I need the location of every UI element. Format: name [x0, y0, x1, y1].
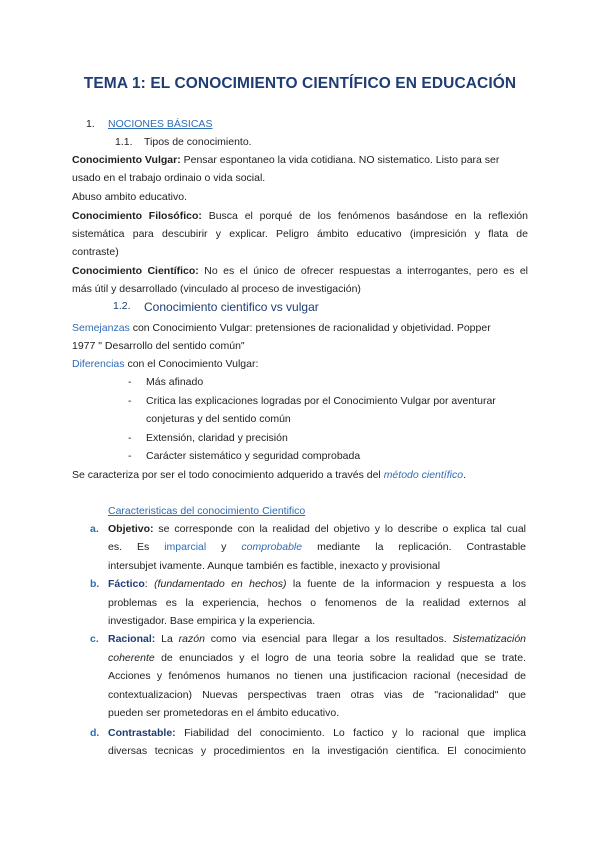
- racional-line: contextualizacion) Nuevas perspectivas traen otras vias de "racionalidad" que: [108, 689, 526, 701]
- factico-line: problemas es la experiencia, hechos o fenomenos de la realidad externos al: [108, 597, 526, 609]
- section-heading-nociones[interactable]: NOCIONES BÁSICAS: [108, 118, 213, 130]
- term-racional: Racional:: [108, 633, 156, 645]
- objetivo-line: intersubjet ivamente. Aunque también es factible, inexacto y provisional: [108, 560, 441, 572]
- list-item: Carácter sistemático y seguridad comprobada: [146, 450, 361, 462]
- list-bullet: -: [128, 432, 132, 444]
- paragraph-filosofico-line: Conocimiento Filosófico: Busca el porqué de los fenómenos basándose en la reflexión: [72, 210, 528, 222]
- factico-line: investigador. Base empirica y la experiencia.: [108, 615, 316, 627]
- subsection-number: 1.1.: [115, 136, 133, 148]
- section-number: 1.: [86, 118, 95, 130]
- paragraph-filosofico-line: sistemática para descubirir y explicar. Peligro ámbito educativo (impresición y flata de: [72, 228, 528, 240]
- paragraph-cientifico-line: más útil y desarrollado (vinculado al proceso de investigación): [72, 283, 361, 295]
- paragraph-semejanzas-line: Semejanzas con Conocimiento Vulgar: pretensiones de racionalidad y objetividad. Popper: [72, 322, 491, 334]
- diferencias-word: Diferencias: [72, 358, 125, 370]
- page-title: TEMA 1: EL CONOCIMIENTO CIENTÍFICO EN EDUCACIÓN: [83, 75, 517, 92]
- list-bullet: -: [128, 376, 132, 388]
- list-item: Extensión, claridad y precisión: [146, 432, 288, 444]
- racional-line: pueden ser prometedoras en el ámbito educativo.: [108, 707, 340, 719]
- contrastable-line: Contrastable: Fiabilidad del conocimiento. Lo factico y lo racional que implica: [108, 727, 526, 739]
- paragraph-vulgar-line: Conocimiento Vulgar: Pensar espontaneo la vida cotidiana. NO sistematico. Listo para ser: [72, 154, 500, 166]
- racional-line: Acciones y fenómenos humanos no tienen una justificacion racional (necesidad de: [108, 670, 526, 682]
- semejanzas-word: Semejanzas: [72, 322, 130, 334]
- list-item: Más afinado: [146, 376, 204, 388]
- list-bullet: -: [128, 450, 132, 462]
- list-item: Critica las explicaciones logradas por el Conocimiento Vulgar por aventurar: [146, 395, 496, 407]
- subsection-number: 1.2.: [113, 300, 131, 312]
- term-factico: Fáctico: [108, 578, 145, 590]
- summary-line: Se caracteriza por ser el todo conocimiento adquerido a través del método científico.: [72, 469, 466, 481]
- caracteristicas-heading[interactable]: Caracteristicas del conocimiento Cientifico: [108, 505, 306, 517]
- term-contrastable: Contrastable:: [108, 727, 176, 739]
- list-letter: d.: [90, 727, 100, 739]
- paragraph-vulgar-line: Abuso ambito educativo.: [72, 191, 187, 203]
- paragraph-vulgar-line: usado en el trabajo ordinaio o vida social.: [72, 172, 266, 184]
- paragraph-cientifico-line: Conocimiento Científico: No es el único de ofrecer respuestas a interrogantes, pero es el: [72, 265, 528, 277]
- list-bullet: -: [128, 395, 132, 407]
- term-filosofico: Conocimiento Filosófico:: [72, 210, 202, 222]
- list-item-continuation: conjeturas y del sentido común: [146, 413, 291, 425]
- paragraph-diferencias-line: Diferencias con el Conocimiento Vulgar:: [72, 358, 259, 370]
- term-cientifico: Conocimiento Científico:: [72, 265, 199, 277]
- subsection-heading-tipos: Tipos de conocimiento.: [144, 136, 252, 148]
- contrastable-line: diversas tecnicas y procedimientos en la investigación cientifica. El conocimiento: [108, 745, 526, 757]
- racional-line: Racional: La razón como via esencial para llegar a los resultados. Sistematización: [108, 633, 526, 645]
- paragraph-filosofico-line: contraste): [72, 246, 119, 258]
- objetivo-line: Objetivo: se corresponde con la realidad del objetivo y lo describe o explica tal cual: [108, 523, 526, 535]
- metodo-cientifico-link: método científico: [383, 469, 464, 481]
- racional-line: coherente de enunciados y el logro de una teoria sobre la realidad que se trate.: [108, 652, 526, 664]
- term-vulgar: Conocimiento Vulgar:: [72, 154, 181, 166]
- term-objetivo: Objetivo:: [108, 523, 154, 535]
- factico-line: Fáctico: (fundamentado en hechos) la fuente de la informacion y respuesta a los: [108, 578, 526, 590]
- paragraph-semejanzas-line: 1977 " Desarrollo del sentido común": [72, 340, 245, 352]
- objetivo-line: es. Es imparcial y comprobable mediante la replicación. Contrastable: [108, 541, 526, 553]
- list-letter: c.: [90, 633, 99, 645]
- subsection-heading-vs: Conocimiento cientifico vs vulgar: [144, 300, 319, 314]
- list-letter: a.: [90, 523, 99, 535]
- list-letter: b.: [90, 578, 100, 590]
